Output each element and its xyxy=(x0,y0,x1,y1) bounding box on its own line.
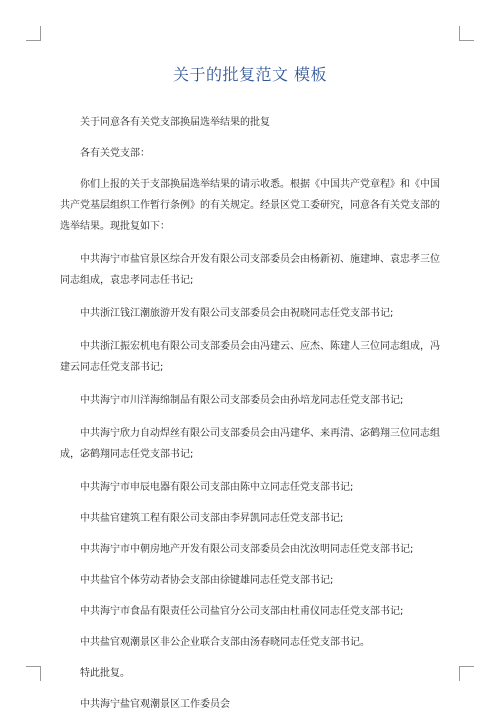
salutation: 各有关党支部： xyxy=(80,148,150,159)
crop-mark-top-left xyxy=(26,26,41,41)
crop-mark-top-right xyxy=(459,26,474,41)
approval-item: 中共浙江振宏机电有限公司支部委员会由冯建云、应杰、陈建人三位同志组成，冯建云同志任党支部书记; xyxy=(60,341,440,373)
approval-item: 中共盐官个体劳动者协会支部由徐键雄同志任党支部书记; xyxy=(80,575,334,586)
crop-mark-bottom-right xyxy=(459,666,474,681)
crop-mark-bottom-left xyxy=(26,666,41,681)
issuer-name: 中共海宁盐官观潮景区工作委员会 xyxy=(80,699,230,710)
document-body xyxy=(60,112,440,725)
document-subject: 关于同意各有关党支部换届选举结果的批复 xyxy=(80,117,270,128)
approval-item: 中共海宁欣力自动焊丝有限公司支部委员会由冯建华、来再清、宓鹤翔三位同志组成，宓鹤翔同志任党支部书记; xyxy=(60,428,440,460)
approval-item: 中共海宁市盐官景区综合开发有限公司支部委员会由杨新初、施建坤、袁忠孝三位同志组成，袁忠孝同志任书记; xyxy=(60,254,440,286)
closing-line: 特此批复。 xyxy=(80,668,130,679)
approval-item: 中共浙江钱江潮旅游开发有限公司支部委员会由祝晓同志任党支部书记; xyxy=(80,308,394,319)
approval-item: 中共盐官观潮景区非公企业联合支部由汤春晓同志任党支部书记。 xyxy=(80,637,370,648)
approval-item: 中共海宁市川洋海绵制品有限公司支部委员会由孙培龙同志任党支部书记; xyxy=(80,395,404,406)
approval-item: 中共海宁市中朝房地产开发有限公司支部委员会由沈汝明同志任党支部书记; xyxy=(80,544,414,555)
intro-paragraph: 你们上报的关于支部换届选举结果的请示收悉。根据《中国共产党章程》和《中国共产党基层组织工作暂行条例》的有关规定。经景区党工委研究，同意各有关党支部的选举结果。现批复如下： xyxy=(60,179,440,232)
approval-item: 中共盐官建筑工程有限公司支部由李昇凯同志任党支部书记; xyxy=(80,513,344,524)
document-title: 关于的批复范文 模板 xyxy=(172,65,328,84)
approval-item: 中共海宁市申辰电器有限公司支部由陈中立同志任党支部书记; xyxy=(80,482,354,493)
approval-item: 中共海宁市食品有限责任公司盐官分公司支部由杜甫仪同志任党支部书记; xyxy=(80,606,404,617)
